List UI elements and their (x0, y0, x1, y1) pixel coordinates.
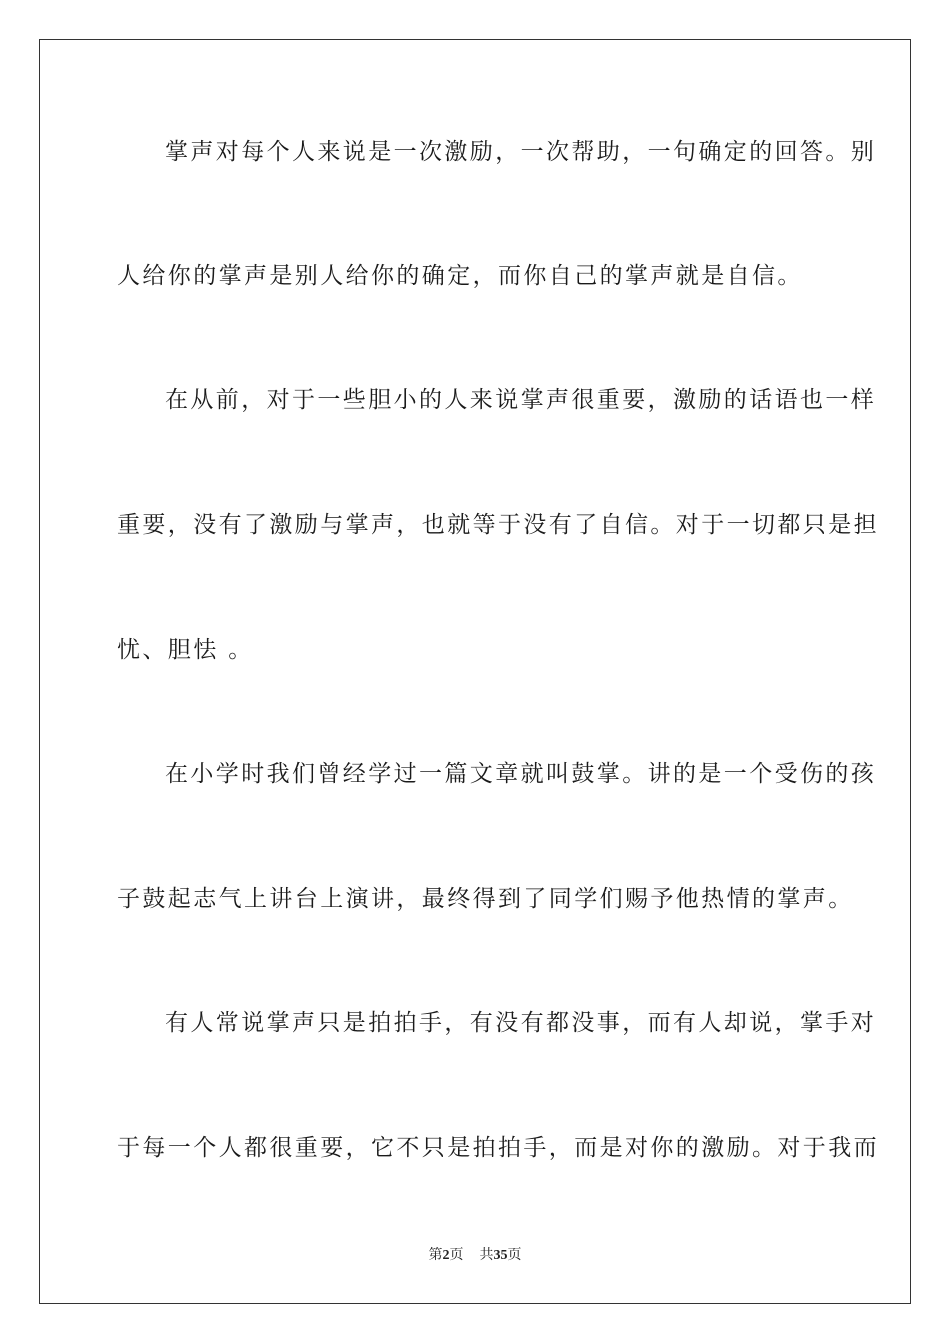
paragraph-4-line-1: 有人常说掌声只是拍拍手，有没有都没事，而有人却说，掌手对 (165, 1010, 877, 1036)
page-border (39, 39, 911, 1304)
page-footer (0, 1246, 950, 1266)
paragraph-3-line-2: 子鼓起志气上讲台上演讲，最终得到了同学们赐予他热情的掌声。 (117, 886, 854, 912)
paragraph-4-line-2: 于每一个人都很重要，它不只是拍拍手，而是对你的激励。对于我而 (117, 1135, 879, 1161)
paragraph-2-line-2: 重要，没有了激励与掌声，也就等于没有了自信。对于一切都只是担 (117, 512, 879, 538)
page-suffix: 页 (449, 1248, 464, 1263)
total-prefix: 共 (479, 1248, 494, 1263)
total-pages-number: 35 (493, 1248, 508, 1263)
paragraph-2-line-1: 在从前，对于一些胆小的人来说掌声很重要，激励的话语也一样 (165, 387, 877, 413)
current-page-number: 2 (442, 1248, 450, 1263)
paragraph-3-line-1: 在小学时我们曾经学过一篇文章就叫鼓掌。讲的是一个受伤的孩 (165, 761, 877, 787)
page-prefix: 第 (428, 1248, 443, 1263)
total-suffix: 页 (507, 1248, 522, 1263)
paragraph-1-line-2: 人给你的掌声是别人给你的确定，而你自己的掌声就是自信。 (117, 263, 803, 289)
paragraph-1-line-1: 掌声对每个人来说是一次激励，一次帮助，一句确定的回答。别 (165, 139, 877, 165)
paragraph-2-line-3: 忧、胆怯 。 (117, 637, 254, 663)
